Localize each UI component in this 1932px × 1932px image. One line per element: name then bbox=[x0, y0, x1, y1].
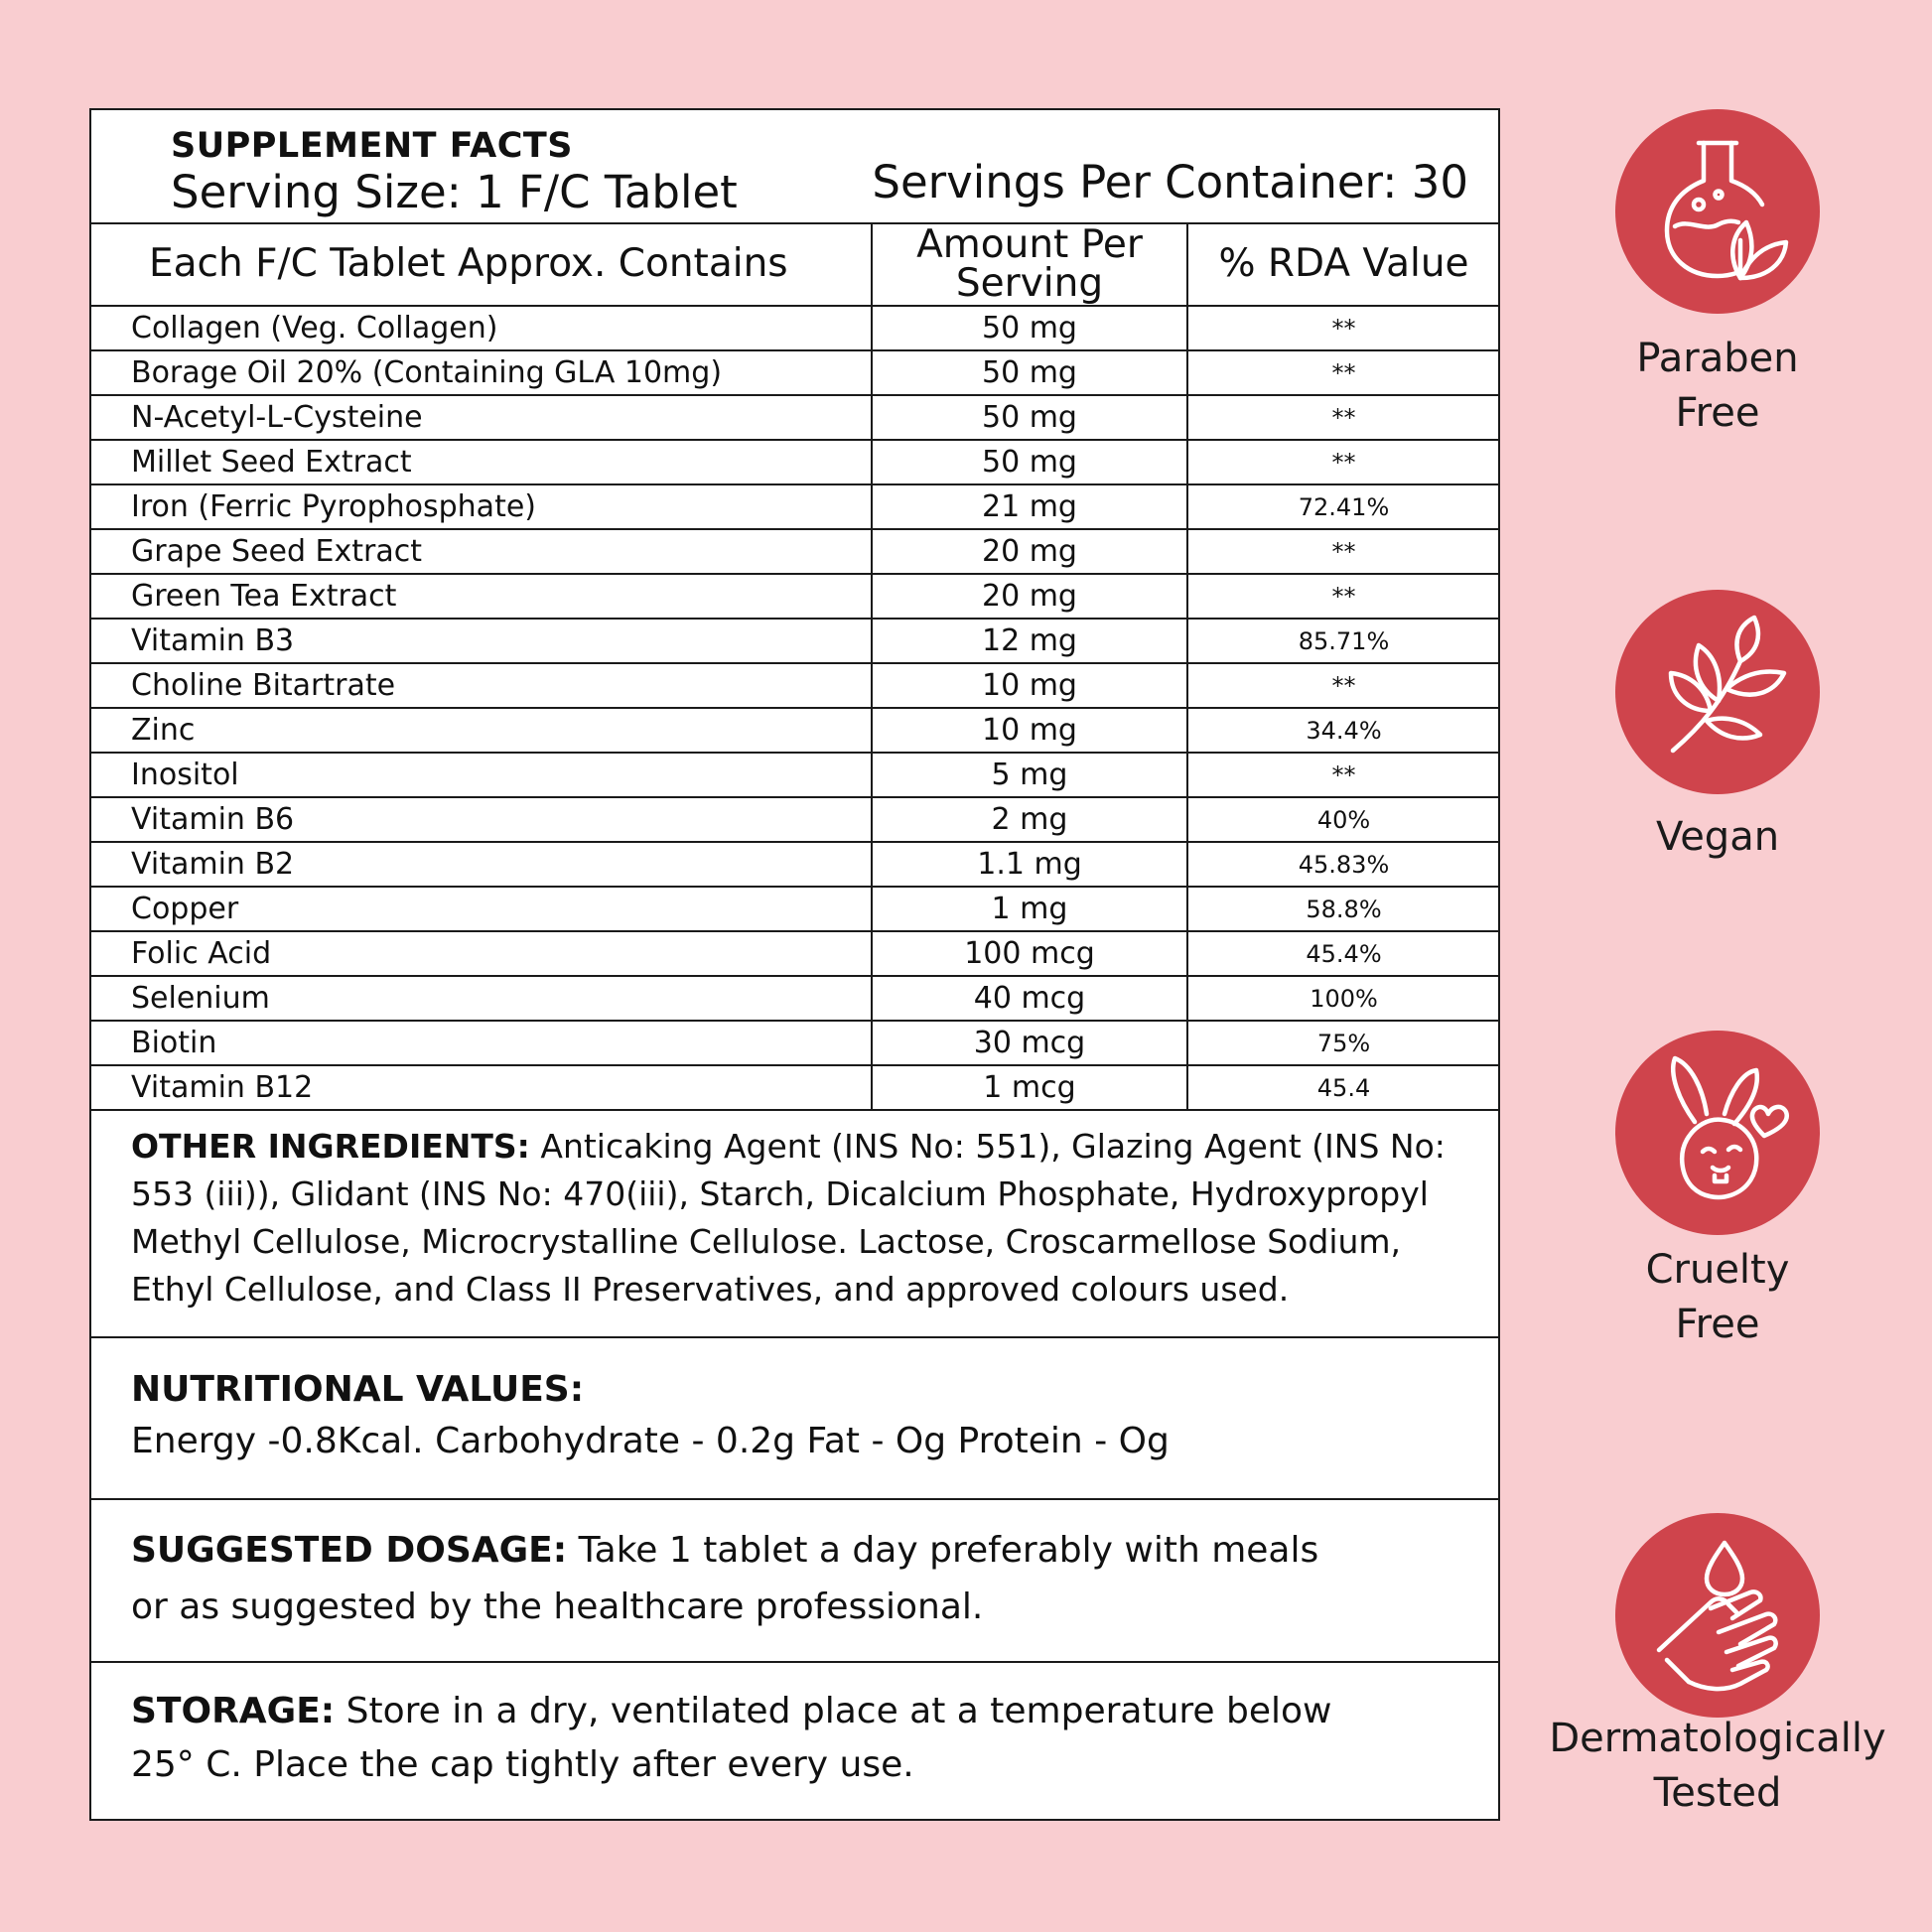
ingredient-cell: Collagen (Veg. Collagen) bbox=[91, 306, 872, 350]
ingredient-cell: Zinc bbox=[91, 708, 872, 753]
ingredient-cell: Millet Seed Extract bbox=[91, 440, 872, 484]
dermatologically-tested-label bbox=[1519, 1712, 1916, 1821]
amount-cell: 10 mg bbox=[872, 708, 1187, 753]
rda-cell: ** bbox=[1187, 574, 1499, 619]
dermatologically-tested-badge bbox=[1615, 1513, 1820, 1718]
supplement-facts-panel bbox=[89, 108, 1500, 1821]
table-row bbox=[91, 529, 1499, 574]
paraben-free-label bbox=[1519, 332, 1916, 441]
table-row bbox=[91, 306, 1499, 350]
amount-cell: 50 mg bbox=[872, 306, 1187, 350]
rda-cell: ** bbox=[1187, 440, 1499, 484]
rda-cell: 45.4% bbox=[1187, 931, 1499, 976]
amount-cell: 100 mcg bbox=[872, 931, 1187, 976]
cruelty-free-line2: Free bbox=[1675, 1302, 1760, 1347]
ingredient-cell: Selenium bbox=[91, 976, 872, 1021]
nutritional-values-label: NUTRITIONAL VALUES: bbox=[131, 1369, 585, 1410]
table-row bbox=[91, 619, 1499, 663]
ingredient-cell: Vitamin B12 bbox=[91, 1065, 872, 1110]
rda-cell: ** bbox=[1187, 529, 1499, 574]
column-header-amount-text: Amount Per Serving bbox=[916, 221, 1143, 306]
rda-cell: 45.4 bbox=[1187, 1065, 1499, 1110]
rda-cell: ** bbox=[1187, 306, 1499, 350]
suggested-dosage-label: SUGGESTED DOSAGE: bbox=[131, 1530, 568, 1571]
facts-table-body bbox=[91, 306, 1499, 1110]
nutritional-values-section bbox=[91, 1336, 1498, 1499]
amount-cell: 21 mg bbox=[872, 484, 1187, 529]
ingredient-cell: Vitamin B2 bbox=[91, 842, 872, 887]
amount-cell: 1 mcg bbox=[872, 1065, 1187, 1110]
paraben-free-badge bbox=[1615, 109, 1820, 314]
facts-header bbox=[91, 110, 1498, 224]
table-row bbox=[91, 842, 1499, 887]
ingredient-cell: Copper bbox=[91, 887, 872, 931]
amount-cell: 10 mg bbox=[872, 663, 1187, 708]
rda-cell: ** bbox=[1187, 663, 1499, 708]
ingredient-cell: Vitamin B3 bbox=[91, 619, 872, 663]
amount-cell: 20 mg bbox=[872, 529, 1187, 574]
ingredient-cell: Borage Oil 20% (Containing GLA 10mg) bbox=[91, 350, 872, 395]
table-row bbox=[91, 797, 1499, 842]
amount-cell: 40 mcg bbox=[872, 976, 1187, 1021]
ingredient-cell: Green Tea Extract bbox=[91, 574, 872, 619]
table-row bbox=[91, 976, 1499, 1021]
rda-cell: 75% bbox=[1187, 1021, 1499, 1065]
facts-table-header bbox=[91, 222, 1499, 306]
table-row bbox=[91, 574, 1499, 619]
rda-cell: 100% bbox=[1187, 976, 1499, 1021]
storage-line1: Store in a dry, ventilated place at a temperature below bbox=[335, 1691, 1332, 1731]
vegan-label bbox=[1519, 810, 1916, 865]
rda-cell: 45.83% bbox=[1187, 842, 1499, 887]
ingredient-cell: Grape Seed Extract bbox=[91, 529, 872, 574]
other-ingredients-text: Anticaking Agent (INS No: 551), Glazing Agent (INS No: 553 (iii)), Glidant (INS No: 470(iii), Starch, Dicalcium Phosphate, Hydroxypropyl Methyl Cellulose, Microcrystalline Cellulose. Lactose, Croscarmellose Sodium, Ethyl Cellulose, and Class II Preservatives, and approved colours used. bbox=[131, 1127, 1446, 1309]
rda-cell: 34.4% bbox=[1187, 708, 1499, 753]
ingredient-cell: Iron (Ferric Pyrophosphate) bbox=[91, 484, 872, 529]
bunny-heart-icon bbox=[1615, 1031, 1820, 1235]
ingredient-cell: Inositol bbox=[91, 753, 872, 797]
table-row bbox=[91, 887, 1499, 931]
rda-cell: 40% bbox=[1187, 797, 1499, 842]
paraben-free-line2: Free bbox=[1675, 390, 1760, 436]
table-row bbox=[91, 350, 1499, 395]
ingredient-cell: Choline Bitartrate bbox=[91, 663, 872, 708]
rda-cell: ** bbox=[1187, 753, 1499, 797]
column-header-rda: % RDA Value bbox=[1187, 222, 1499, 306]
ingredient-cell: N-Acetyl-L-Cysteine bbox=[91, 395, 872, 440]
ingredient-cell: Biotin bbox=[91, 1021, 872, 1065]
other-ingredients-section bbox=[91, 1109, 1498, 1347]
servings-per-container: Servings Per Container: 30 bbox=[872, 156, 1468, 208]
serving-size: Serving Size: 1 F/C Tablet bbox=[171, 166, 738, 218]
paraben-free-line1: Paraben bbox=[1636, 336, 1799, 381]
vegan-badge bbox=[1615, 590, 1820, 794]
amount-cell: 30 mcg bbox=[872, 1021, 1187, 1065]
storage-section bbox=[91, 1661, 1498, 1820]
cruelty-free-badge bbox=[1615, 1031, 1820, 1235]
amount-cell: 50 mg bbox=[872, 395, 1187, 440]
rda-cell: ** bbox=[1187, 395, 1499, 440]
table-row bbox=[91, 1065, 1499, 1110]
plant-sprig-icon bbox=[1615, 590, 1820, 794]
rda-cell: 58.8% bbox=[1187, 887, 1499, 931]
column-header-ingredient: Each F/C Tablet Approx. Contains bbox=[91, 222, 872, 306]
rda-cell: 85.71% bbox=[1187, 619, 1499, 663]
table-row bbox=[91, 753, 1499, 797]
table-row bbox=[91, 395, 1499, 440]
vegan-line1: Vegan bbox=[1655, 814, 1780, 860]
table-row bbox=[91, 484, 1499, 529]
rda-cell: ** bbox=[1187, 350, 1499, 395]
column-header-amount bbox=[872, 222, 1187, 306]
table-row bbox=[91, 440, 1499, 484]
amount-cell: 50 mg bbox=[872, 350, 1187, 395]
ingredient-cell: Vitamin B6 bbox=[91, 797, 872, 842]
suggested-dosage-line1: Take 1 tablet a day preferably with meals bbox=[567, 1530, 1319, 1571]
amount-cell: 5 mg bbox=[872, 753, 1187, 797]
dermatologically-tested-line1: Dermatologically bbox=[1549, 1716, 1886, 1761]
amount-cell: 2 mg bbox=[872, 797, 1187, 842]
amount-cell: 1 mg bbox=[872, 887, 1187, 931]
other-ingredients-label: OTHER INGREDIENTS: bbox=[131, 1127, 530, 1166]
dermatologically-tested-line2: Tested bbox=[1653, 1770, 1782, 1816]
amount-cell: 1.1 mg bbox=[872, 842, 1187, 887]
ingredient-cell: Folic Acid bbox=[91, 931, 872, 976]
cruelty-free-label bbox=[1519, 1243, 1916, 1352]
amount-cell: 50 mg bbox=[872, 440, 1187, 484]
storage-line2: 25° C. Place the cap tightly after every use. bbox=[131, 1744, 914, 1785]
amount-cell: 20 mg bbox=[872, 574, 1187, 619]
suggested-dosage-section bbox=[91, 1498, 1498, 1662]
cruelty-free-line1: Cruelty bbox=[1645, 1247, 1790, 1293]
facts-table bbox=[91, 222, 1499, 1111]
hands-drop-icon bbox=[1615, 1513, 1820, 1718]
facts-title: SUPPLEMENT FACTS bbox=[171, 126, 573, 166]
flask-leaf-icon bbox=[1615, 109, 1820, 314]
table-row bbox=[91, 708, 1499, 753]
suggested-dosage-line2: or as suggested by the healthcare professional. bbox=[131, 1587, 984, 1627]
table-row bbox=[91, 1021, 1499, 1065]
table-row bbox=[91, 931, 1499, 976]
nutritional-values-text: Energy -0.8Kcal. Carbohydrate - 0.2g Fat - Og Protein - Og bbox=[131, 1421, 1170, 1461]
storage-label: STORAGE: bbox=[131, 1691, 336, 1731]
rda-cell: 72.41% bbox=[1187, 484, 1499, 529]
amount-cell: 12 mg bbox=[872, 619, 1187, 663]
table-row bbox=[91, 663, 1499, 708]
